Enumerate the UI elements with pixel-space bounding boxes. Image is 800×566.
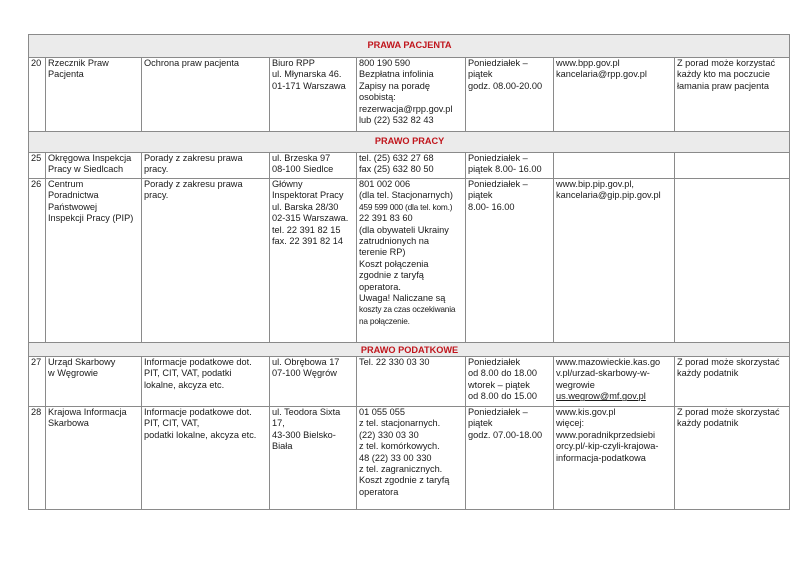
- cell-scope: Porady z zakresu prawa pracy.: [142, 179, 270, 343]
- cell-number: 20: [29, 58, 46, 132]
- cell-institution: Okręgowa Inspekcja Pracy w Siedlcach: [46, 153, 142, 179]
- cell-contact: [357, 179, 466, 343]
- cell-institution: Krajowa Informacja Skarbowa: [46, 407, 142, 510]
- cell-number: 25: [29, 153, 46, 179]
- cell-website: www.bpp.gov.pl kancelaria@rpp.gov.pl: [554, 58, 675, 132]
- cell-eligibility: Z porad może korzystać każdy kto ma poczucie łamania praw pacjenta: [675, 58, 790, 132]
- cell-scope: Porady z zakresu prawa pracy.: [142, 153, 270, 179]
- cell-website: [554, 357, 675, 407]
- cell-contact: 800 190 590 Bezpłatna infolinia Zapisy na poradę osobistą: rezerwacja@rpp.gov.pl lub (22) 532 82 43: [357, 58, 466, 132]
- section-row: [29, 343, 790, 357]
- cell-institution: Rzecznik Praw Pacjenta: [46, 58, 142, 132]
- table-row: [29, 179, 790, 343]
- cell-scope: Ochrona praw pacjenta: [142, 58, 270, 132]
- section-row: [29, 35, 790, 58]
- section-title: PRAWO PRACY: [29, 132, 790, 153]
- website-link[interactable]: www.mazowieckie.kas.go v.pl/urzad-skarbowy-w- wegrowie: [556, 357, 661, 390]
- cell-institution: Urząd Skarbowy w Węgrowie: [46, 357, 142, 407]
- table-row: [29, 357, 790, 407]
- legal-aid-table: [28, 34, 790, 510]
- cell-eligibility: Z porad może skorzystać każdy podatnik: [675, 407, 790, 510]
- cell-eligibility: [675, 179, 790, 343]
- cell-address: Główny Inspektorat Pracy ul. Barska 28/30 02-315 Warszawa. tel. 22 391 82 15 fax. 22 391 82 14: [270, 179, 357, 343]
- table-row: [29, 58, 790, 132]
- cell-number: 26: [29, 179, 46, 343]
- cell-address: ul. Teodora Sixta 17, 43-300 Bielsko- Biała: [270, 407, 357, 510]
- cell-address: ul. Obrębowa 17 07-100 Węgrów: [270, 357, 357, 407]
- cell-website: [554, 153, 675, 179]
- cell-institution: Centrum Poradnictwa Państwowej Inspekcji Pracy (PIP): [46, 179, 142, 343]
- contact-mobile: 459 599 000 (dla tel. kom.): [359, 201, 453, 212]
- table-row: [29, 153, 790, 179]
- contact-ukraine: 22 391 83 60 (dla obywateli Ukrainy zatrudnionych na terenie RP) Koszt połączenia zgodnie z taryfą operatora. Uwaga! Naliczane są: [359, 213, 449, 304]
- cell-scope: Informacje podatkowe dot. PIT, CIT, VAT, podatki lokalne, akcyza etc.: [142, 357, 270, 407]
- cell-hours: Poniedziałek – piątek godz. 07.00-18.00: [466, 407, 554, 510]
- cell-number: 27: [29, 357, 46, 407]
- contact-note: koszty za czas oczekiwania na połączenie.: [359, 304, 456, 326]
- cell-hours: Poniedziałek – piątek godz. 08.00-20.00: [466, 58, 554, 132]
- cell-contact: 01 055 055 z tel. stacjonarnych. (22) 330 03 30 z tel. komórkowych. 48 (22) 33 00 330 z tel. zagranicznych. Koszt zgodnie z taryfą operatora: [357, 407, 466, 510]
- cell-address: Biuro RPP ul. Młynarska 46. 01-171 Warszawa: [270, 58, 357, 132]
- cell-hours: Poniedziałek – piątek 8.00- 16.00: [466, 153, 554, 179]
- contact-landline: 801 002 006 (dla tel. Stacjonarnych): [359, 179, 453, 201]
- cell-website: www.bip.pip.gov.pl, kancelaria@gip.pip.gov.pl: [554, 179, 675, 343]
- cell-contact: tel. (25) 632 27 68 fax (25) 632 80 50: [357, 153, 466, 179]
- cell-eligibility: Z porad może skorzystać każdy podatnik: [675, 357, 790, 407]
- cell-hours: Poniedziałek od 8.00 do 18.00 wtorek – piątek od 8.00 do 15.00: [466, 357, 554, 407]
- cell-scope: Informacje podatkowe dot. PIT, CIT, VAT, podatki lokalne, akcyza etc.: [142, 407, 270, 510]
- table-row: [29, 407, 790, 510]
- section-title: PRAWA PACJENTA: [29, 35, 790, 58]
- cell-number: 28: [29, 407, 46, 510]
- section-row: [29, 132, 790, 153]
- cell-website: www.kis.gov.pl więcej: www.poradnikprzedsiebi orcy.pl/-kip-czyli-krajowa- informacja-podatkowa: [554, 407, 675, 510]
- email-link[interactable]: us.wegrow@mf.gov.pl: [556, 391, 646, 402]
- cell-eligibility: [675, 153, 790, 179]
- cell-contact: Tel. 22 330 03 30: [357, 357, 466, 407]
- cell-address: ul. Brzeska 97 08-100 Siedlce: [270, 153, 357, 179]
- section-title: PRAWO PODATKOWE: [29, 343, 790, 357]
- cell-hours: Poniedziałek – piątek 8.00- 16.00: [466, 179, 554, 343]
